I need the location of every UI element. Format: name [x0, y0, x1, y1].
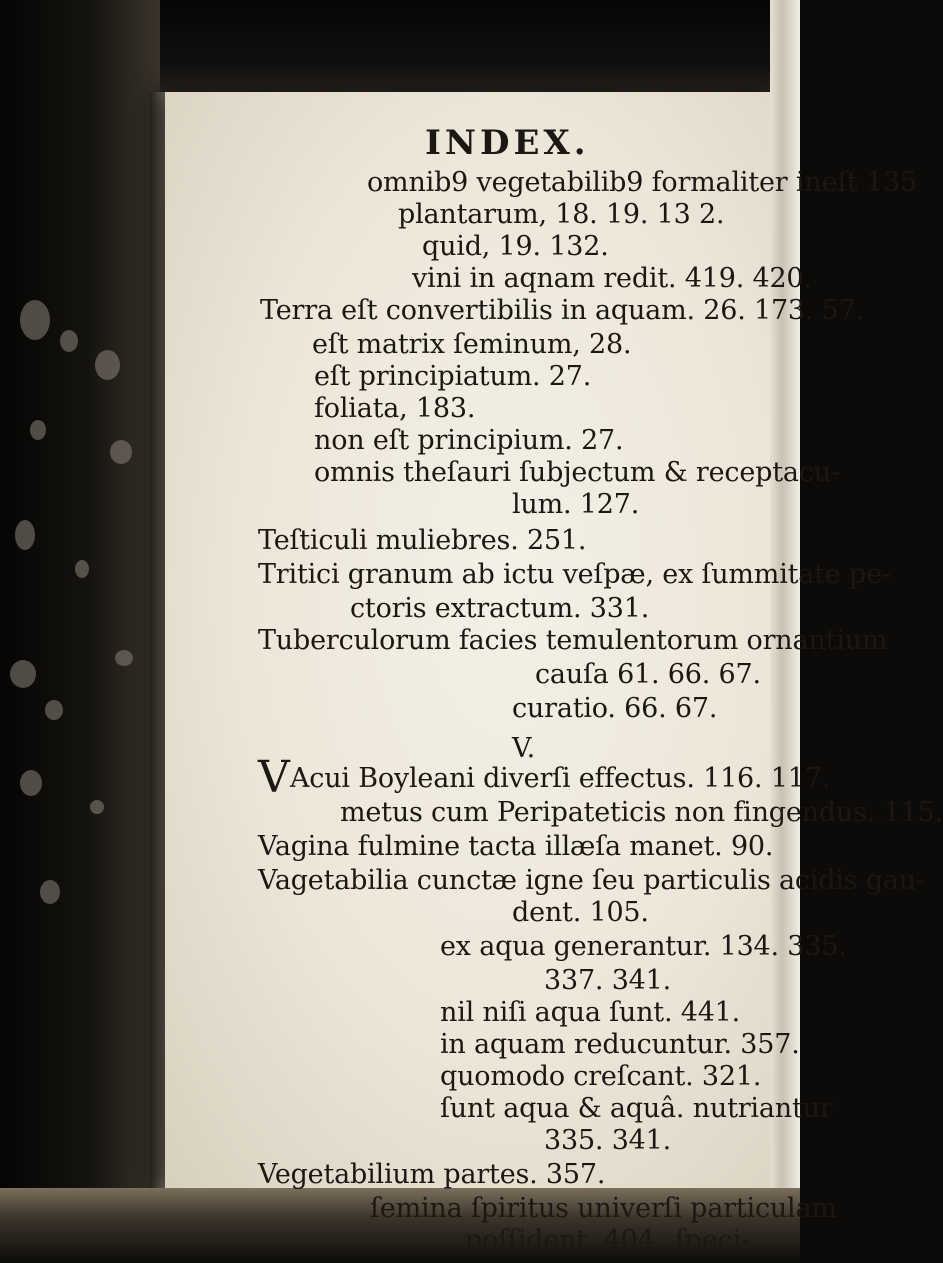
index-line: 335. 341.: [544, 1125, 672, 1156]
index-line: quid, 19. 132.: [422, 231, 609, 262]
index-line: eſt matrix ſeminum, 28.: [312, 329, 632, 360]
book-cover-edge: [0, 0, 160, 1263]
index-line: Tuberculorum facies temulentorum ornantium: [258, 625, 888, 656]
index-line: curatio. 66. 67.: [512, 693, 718, 724]
index-line: Vagina fulmine tacta illæſa manet. 90.: [258, 831, 774, 862]
index-line: nil niſi aqua ſunt. 441.: [440, 997, 741, 1028]
index-line: omnis theſauri ſubjectum & receptacu-: [314, 457, 840, 488]
index-line: 337. 341.: [544, 965, 672, 996]
index-line: foliata, 183.: [314, 393, 476, 424]
drop-cap: V: [258, 752, 290, 803]
index-line: metus cum Peripateticis non fingendus. 115.: [340, 797, 943, 828]
index-line: omnib9 vegetabilib9 formaliter ineſt 135: [367, 167, 918, 198]
index-line: non eſt principium. 27.: [314, 425, 624, 456]
index-line: Terra eſt convertibilis in aquam. 26. 173. 57.: [260, 295, 865, 326]
index-line: Vagetabilia cunctæ igne ſeu particulis acidis gau-: [258, 865, 925, 896]
index-line: lum. 127.: [512, 489, 640, 520]
index-line: ctoris extractum. 331.: [350, 593, 650, 624]
index-line: ſunt aqua & aquâ. nutriantur: [440, 1093, 833, 1124]
index-line: poſſident. 404.: [465, 1225, 663, 1256]
index-line: ex aqua generantur. 134. 335.: [440, 931, 847, 962]
index-line: ſemina ſpiritus univerſi particulam: [370, 1193, 837, 1224]
index-line: quomodo creſcant. 321.: [440, 1061, 762, 1092]
index-line: in aquam reducuntur. 357.: [440, 1029, 800, 1060]
index-line: dent. 105.: [512, 897, 649, 928]
index-line: plantarum, 18. 19. 13 2.: [398, 199, 725, 230]
index-line: Teſticuli muliebres. 251.: [258, 525, 587, 556]
index-line: Tritici granum ab ictu veſpæ, ex ſummitate pe-: [258, 559, 891, 590]
index-line: Acui Boyleani diverſi effectus. 116. 117.: [290, 763, 831, 794]
index-line: vini in aqnam redit. 419. 420.: [412, 263, 812, 294]
section-letter: V.: [512, 733, 535, 764]
page-title: INDEX.: [425, 123, 590, 163]
index-line: eſt principiatum. 27.: [314, 361, 592, 392]
catchword: ſpeci-: [675, 1225, 750, 1256]
index-line: cauſa 61. 66. 67.: [535, 659, 761, 690]
index-line: Vegetabilium partes. 357.: [258, 1159, 606, 1190]
